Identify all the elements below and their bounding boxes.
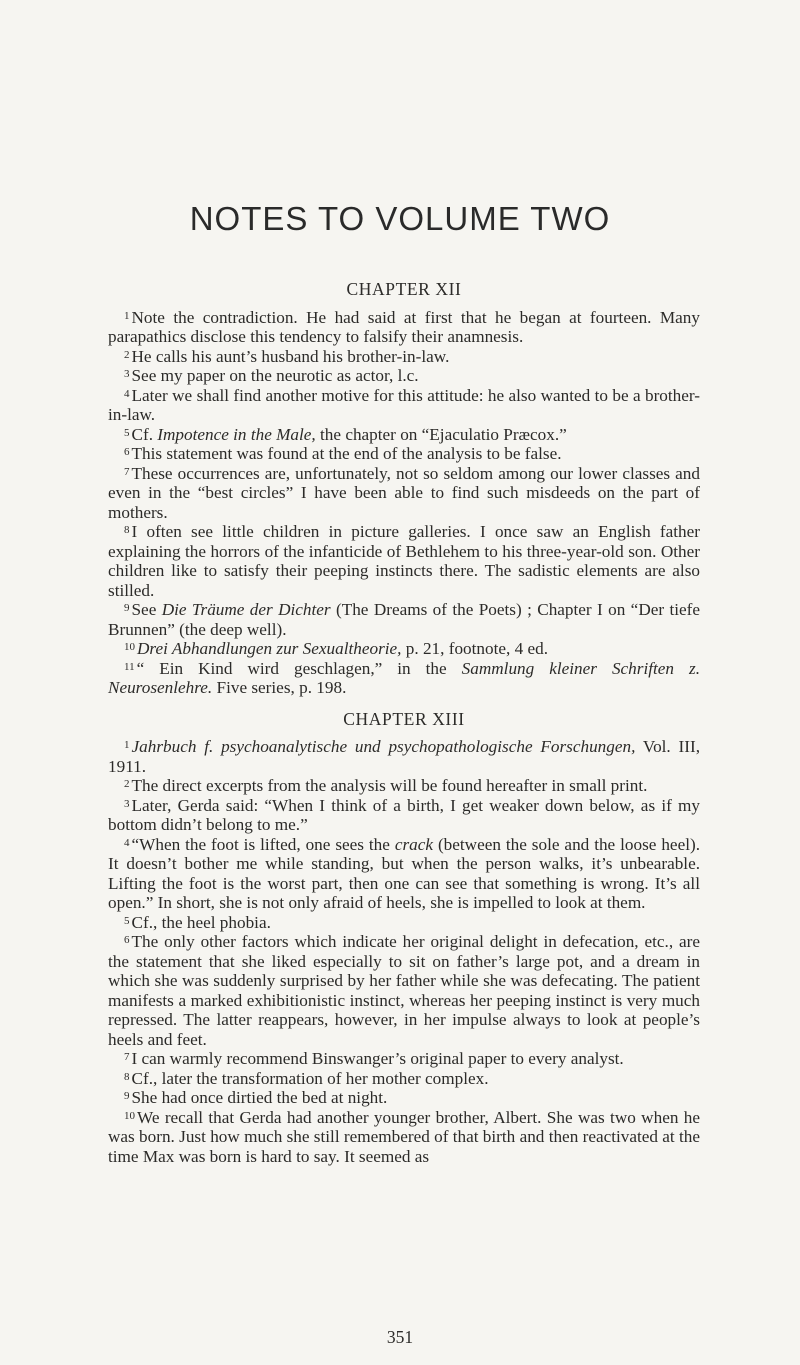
footnote [108,386,700,425]
italic-title: Sammlung kleiner Schriften z. Neurosenlehre. [108,658,700,697]
italic-title: Die Träume der Dichter [161,600,331,619]
footnote-number: 6 [124,934,130,946]
footnote-text: Cf., later the transformation of her mother complex. [131,1068,489,1088]
footnote [108,600,700,639]
italic-title: Impotence in the Male, [157,424,316,444]
footnote [108,366,700,386]
footnote-text: The direct excerpts from the analysis will be found hereafter in small print. [131,776,648,795]
footnote-text: Note the contradiction. He had said at first that he began at fourteen. Many parapathics disclose this tendency to falsify their anamnesis. [108,307,700,346]
footnote [108,1049,700,1069]
page-number: 351 [386,1327,414,1347]
footnote-number: 1 [124,309,130,322]
footnote [108,913,700,933]
footnote [108,659,700,698]
footnote-text: See [131,600,162,619]
footnote-text: See my paper on the neurotic as actor, l.c. [131,366,419,385]
footnote-text: p. 21, footnote, 4 ed. [401,639,549,658]
footnote-number: 2 [124,348,130,361]
footnote-number: 7 [124,1051,130,1063]
footnote-number: 9 [124,1090,130,1102]
footnote [108,835,700,913]
footnote-number: 5 [124,914,130,927]
footnote-text: This statement was found at the end of the analysis to be false. [131,444,562,463]
footnote [108,1108,700,1167]
footnote-text: The only other factors which indicate her original delight in defecation, etc., are the statement that she liked especially to sit on father’s large pot, and a dream in which she was suddenly surprised by her father while she was defecating. The patient manifests a marked exhibitionistic instinct, whereas her peeping instinct is very much repressed. The latter reappears, however, in her impulse always to look at people’s heels and feet. [108,932,700,1049]
footnote-number: 9 [124,602,130,614]
footnote-number: 3 [124,797,130,810]
chapter-heading: CHAPTER XII [346,279,462,299]
footnote [108,639,700,659]
chapter-heading: CHAPTER XIII [343,708,465,729]
footnote-number: 4 [124,836,130,849]
page-title: NOTES TO VOLUME TWO [189,200,611,237]
footnote-text: Later we shall find another motive for this attitude: he also wanted to be a brother-in-law. [108,385,700,424]
footnote [108,796,700,835]
footnote-number: 8 [124,524,130,536]
notes-body [108,280,700,1166]
footnote [108,425,700,445]
notes-list [108,737,700,1166]
footnote-text: Cf. [131,424,158,444]
footnote-text: Cf., the heel phobia. [131,912,271,932]
footnote [108,1088,700,1108]
footnote-text: These occurrences are, unfortunately, not so seldom among our lower classes and even in the “best circles” I have been able to find such misdeeds on the part of mothers. [108,463,700,522]
footnote-text: Five series, p. 198. [212,678,347,697]
footnote-number: 3 [124,368,130,380]
footnote [108,522,700,600]
footnote [108,776,700,796]
italic-title: Jahrbuch f. psychoanalytische und psychopathologische Forschungen, [131,737,636,756]
footnote-number: 10 [124,641,135,653]
footnote-text: She had once dirtied the bed at night. [131,1088,388,1107]
notes-list [108,308,700,698]
footnote-number: 1 [124,739,130,751]
footnote-number: 11 [124,660,135,673]
footnote-text: “ Ein Kind wird geschlagen,” in the [136,658,462,678]
chapter-section-xii [108,280,700,698]
footnote-number: 5 [124,426,130,439]
footnote [108,1069,700,1089]
italic-title: Drei Abhandlungen zur Sexualtheorie, [137,639,402,658]
footnote-text: (The Dreams of the Poets) ; Chapter I on “Der tiefe Brunnen” (the deep well). [108,600,700,639]
footnote-text: Vol. III, 1911. [108,737,700,776]
footnote-number: 7 [124,465,130,478]
footnote-text: (between the sole and the loose heel). It doesn’t bother me while standing, but when the person walks, it’s unbearable. Lifting the foot is the worst part, then one can see that something is wrong. It’s all open.” In short, she is not only afraid of heels, she is impelled to look at them. [108,834,700,912]
footnote [108,932,700,1049]
footnote-text: He calls his aunt’s husband his brother-in-law. [131,346,450,366]
footnote-text: I often see little children in picture galleries. I once saw an English father explaining the horrors of the infanticide of Bethlehem to his three-year-old son. Other children like to satisfy their peeping instincts there. The sadistic elements are also stilled. [108,522,700,600]
italic-title: crack [394,834,434,854]
footnote-text: “When the foot is lifted, one sees the [131,834,395,854]
footnote-number: 6 [124,446,130,458]
footnote [108,737,700,776]
footnote-number: 10 [124,1109,135,1122]
footnote-number: 2 [124,778,130,790]
footnote [108,308,700,347]
footnote-number: 8 [124,1070,130,1083]
footnote [108,464,700,523]
footnote-number: 4 [124,387,130,400]
chapter-section-xiii [108,710,700,1167]
footnote-text: the chapter on “Ejaculatio Præcox.” [315,424,567,444]
footnote [108,444,700,464]
footnote-text: We recall that Gerda had another younger brother, Albert. She was two when he was born. Just how much she still remembered of that birth and then reactivated at the time Max was born is hard to say. It seemed as [108,1107,700,1166]
footnote [108,347,700,367]
footnote-text: I can warmly recommend Binswanger’s original paper to every analyst. [131,1049,624,1068]
footnote-text: Later, Gerda said: “When I think of a birth, I get weaker down below, as if my bottom didn’t belong to me.” [108,795,700,834]
